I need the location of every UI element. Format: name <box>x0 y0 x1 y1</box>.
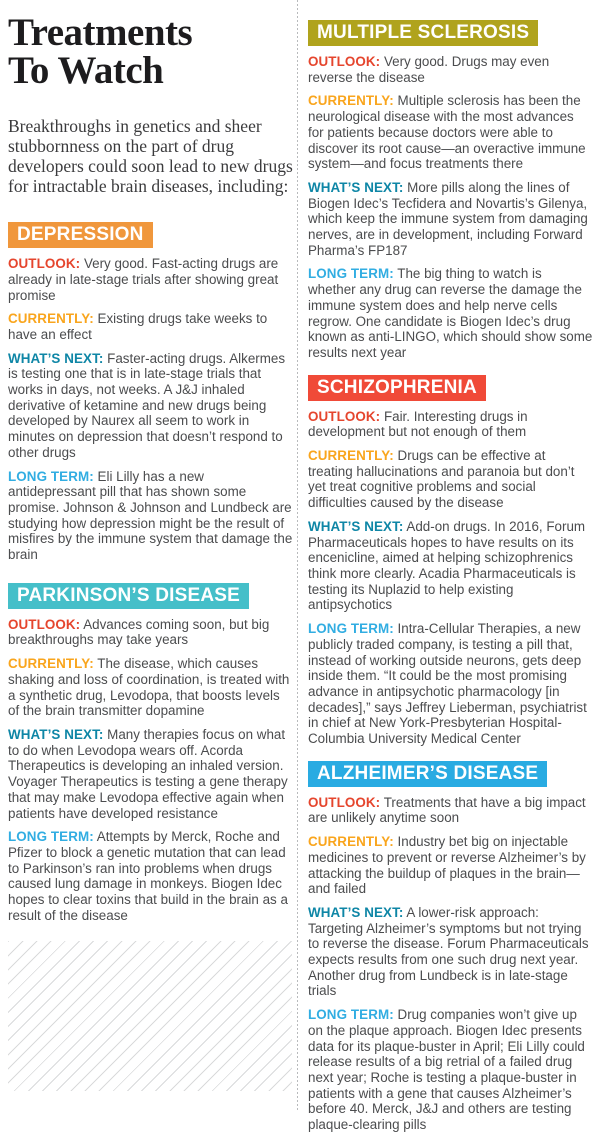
entry-text: Many therapies focus on what to do when Levodopa wears off. Acorda Therapeutics is developing an inhaled version. Voyager Therapeutics is testing a gene therapy that may make Levodopa effective again when patients have developed resistance <box>8 727 288 821</box>
entry-currently <box>308 448 593 511</box>
section-header-parkinsons: PARKINSON’S DISEASE <box>8 583 249 609</box>
whats-next-label: WHAT’S NEXT: <box>8 727 104 742</box>
section-header-multiple-sclerosis: MULTIPLE SCLEROSIS <box>308 20 538 46</box>
entry-text: Very good. Fast-acting drugs are already in late-stage trials after showing great promise <box>8 256 279 303</box>
entry-text: Drugs can be effective at treating hallucinations and paranoia but don’t yet treat cognitive problems and social difficulties caused by the disease <box>308 448 575 511</box>
entry-text: Eli Lilly has a new antidepressant pill that has shown some promise. Johnson & Johnson and Lundbeck are studying how depression might be the result of misfires by the immune system that damage the brain <box>8 468 293 563</box>
entry-currently <box>308 93 593 172</box>
right-column <box>308 0 593 1133</box>
outlook-label: OUTLOOK: <box>308 54 381 69</box>
entry-whats-next <box>308 180 593 259</box>
entry-text: Advances coming soon, but big breakthroughs may take years <box>8 616 270 648</box>
entry-long-term <box>308 621 593 747</box>
entry-outlook <box>308 795 593 826</box>
entry-text: Drug companies won’t give up on the plaque approach. Biogen Idec presents data for its plaque-buster in April; Eli Lilly could release results of a big retrial of a failed drug next year; Roche is testing a plaque-buster in patients with a gene that causes Alzheimer’s before 40. Merck, J&J and others are testing plaque-clearing pills <box>308 1007 585 1133</box>
whats-next-label: WHAT’S NEXT: <box>8 350 104 366</box>
long-term-label: LONG TERM: <box>308 1007 394 1023</box>
outlook-label: OUTLOOK: <box>308 794 381 810</box>
entry-whats-next <box>308 905 593 999</box>
entry-long-term <box>308 266 593 360</box>
entry-text: The disease, which causes shaking and loss of coordination, is treated with a synthetic drug, Levodopa, that boosts levels of the brain transmitter dopamine <box>8 656 290 719</box>
section-depression <box>8 222 294 563</box>
currently-label: CURRENTLY: <box>8 656 94 672</box>
section-header-schizophrenia: SCHIZOPHRENIA <box>308 375 486 401</box>
entry-outlook <box>308 54 593 85</box>
entry-outlook <box>8 256 294 303</box>
entry-outlook <box>8 617 294 648</box>
intro-text: Breakthroughs in genetics and sheer stubbornness on the part of drug developers could soon lead to new drugs for intractable brain diseases, including: <box>8 116 293 197</box>
diagonal-hatch-filler <box>8 941 292 1091</box>
entry-text: The big thing to watch is whether any drug can reverse the damage the immune system does and help nerve cells regrow. One candidate is Biogen Idec’s drug known as anti-LINGO, which should show some results next year <box>308 266 593 360</box>
entry-long-term <box>8 829 294 923</box>
long-term-label: LONG TERM: <box>8 829 94 845</box>
entry-outlook <box>308 409 593 440</box>
page-title-line2: To Watch <box>8 49 164 92</box>
entry-text: Multiple sclerosis has been the neurological disease with the most advances for patients because doctors were able to discover its root cause—an overactive immune system—and focus treatments there <box>308 93 586 172</box>
entry-text: A lower-risk approach: Targeting Alzheimer’s symptoms but not trying to reverse the disease. Forum Pharmaceuticals expects results from one such drug next year. Another drug from Lundbeck is in late-stage trials <box>308 904 589 999</box>
section-multiple-sclerosis <box>308 20 593 361</box>
entry-text: Treatments that have a big impact are unlikely anytime soon <box>308 794 586 826</box>
outlook-label: OUTLOOK: <box>8 616 81 632</box>
long-term-label: LONG TERM: <box>308 266 394 282</box>
long-term-label: LONG TERM: <box>308 621 394 637</box>
entry-long-term <box>308 1007 593 1133</box>
currently-label: CURRENTLY: <box>308 448 394 464</box>
entry-long-term <box>8 469 294 563</box>
left-column <box>8 0 294 1091</box>
page-title-line1: Treatments <box>8 11 193 54</box>
outlook-label: OUTLOOK: <box>8 256 81 272</box>
section-header-alzheimers: ALZHEIMER’S DISEASE <box>308 761 547 787</box>
section-header-depression: DEPRESSION <box>8 222 153 248</box>
currently-label: CURRENTLY: <box>8 311 94 327</box>
entry-text: Fair. Interesting drugs in development but not enough of them <box>308 408 528 440</box>
whats-next-label: WHAT’S NEXT: <box>308 904 404 920</box>
entry-text: Industry bet big on injectable medicines to prevent or reverse Alzheimer’s by attacking the buildup of plaques in the brain—and failed <box>308 834 586 897</box>
entry-text: Intra-Cellular Therapies, a new publicly traded company, is testing a pill that, instead of working outside neurons, gets deep inside them. “It could be the most promising advance in antipsychotic pharmacology [in decades],” says Jeffrey Lieberman, psychiatrist in chief at New York-Presbyterian Hospital-Columbia University Medical Center <box>308 621 587 747</box>
section-parkinsons-disease <box>8 583 294 924</box>
entry-currently <box>308 834 593 897</box>
page-title <box>8 11 294 92</box>
entry-text: Attempts by Merck, Roche and Pfizer to block a genetic mutation that can lead to Parkinson’s ran into problems when drugs caused lung damage in monkeys. Biogen Idec hopes to clear toxins that build in the brain as a result of the disease <box>8 829 288 923</box>
whats-next-label: WHAT’S NEXT: <box>308 179 404 195</box>
entry-text: Very good. Drugs may even reverse the disease <box>308 54 550 85</box>
entry-currently <box>8 656 294 719</box>
entry-text: Faster-acting drugs. Alkermes is testing one that is in late-stage trials that works in days, not weeks. A J&J inhaled derivative of ketamine and new drugs being developed by Naurex all seem to work in minutes on depression that doesn’t respond to other drugs <box>8 350 286 460</box>
outlook-label: OUTLOOK: <box>308 408 381 424</box>
entry-whats-next <box>8 351 294 461</box>
whats-next-label: WHAT’S NEXT: <box>308 518 404 534</box>
entry-currently <box>8 311 294 342</box>
section-schizophrenia <box>308 375 593 747</box>
entry-text: Add-on drugs. In 2016, Forum Pharmaceuticals hopes to have results on its encenicline, aimed at helping schizophrenics think more clearly. Acadia Pharmaceuticals is testing its Nuplazid to help existing antipsychotics <box>308 518 586 613</box>
currently-label: CURRENTLY: <box>308 834 394 850</box>
entry-text: Existing drugs take weeks to have an effect <box>8 311 268 342</box>
entry-whats-next <box>8 727 294 821</box>
entry-whats-next <box>308 519 593 613</box>
entry-text: More pills along the lines of Biogen Idec’s Tecfidera and Novartis’s Gilenya, which keep the immune system from damaging nerves, are in development, including Forward Pharma’s FP187 <box>308 179 588 258</box>
column-divider <box>297 0 298 1112</box>
currently-label: CURRENTLY: <box>308 93 394 109</box>
section-alzheimers-disease <box>308 761 593 1133</box>
long-term-label: LONG TERM: <box>8 468 94 484</box>
